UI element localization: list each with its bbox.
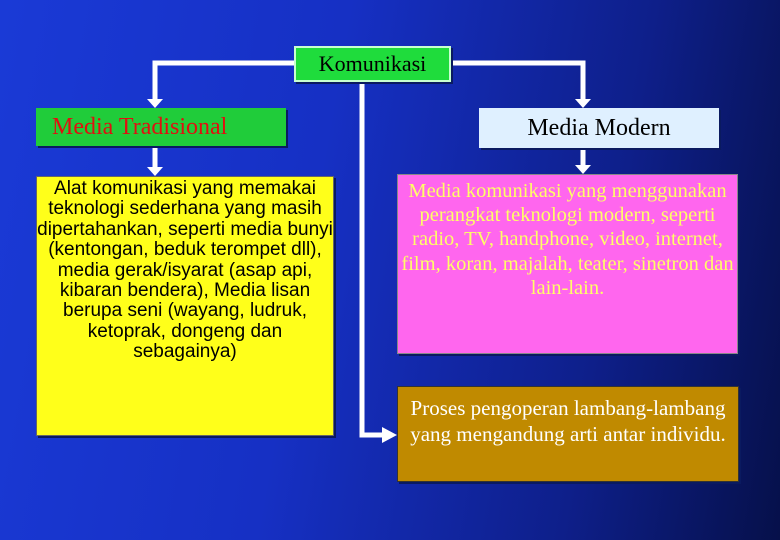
arrowhead-tradisional	[147, 99, 163, 108]
node-tradisional-description: Alat komunikasi yang memakai teknologi sederhana yang masih dipertahankan, seperti media bunyi (kentongan, beduk terompet dll), media gerak/isyarat (asap api, kibaran bendera), Media lisan berupa seni (wayang, ludruk, ketoprak, dongeng dan sebagainya)	[36, 176, 334, 436]
arrowhead-proses	[382, 427, 397, 443]
connector-komunikasi-proses	[362, 82, 383, 435]
node-komunikasi: Komunikasi	[294, 46, 451, 82]
node-media-modern: Media Modern	[479, 108, 719, 148]
node-media-tradisional: Media Tradisional	[36, 108, 286, 146]
connector-komunikasi-modern	[451, 63, 583, 100]
node-proses-definition: Proses pengoperan lambang-lambang yang mengandung arti antar individu.	[397, 386, 739, 482]
arrowhead-modern	[575, 99, 591, 108]
connector-komunikasi-tradisional	[155, 63, 294, 100]
node-modern-description: Media komunikasi yang menggunakan perangkat teknologi modern, seperti radio, TV, handphone, video, internet, film, koran, majalah, teater, sinetron dan lain-lain.	[397, 174, 738, 354]
arrowhead-modern-desc	[575, 165, 591, 174]
arrowhead-trad-desc	[147, 167, 163, 176]
